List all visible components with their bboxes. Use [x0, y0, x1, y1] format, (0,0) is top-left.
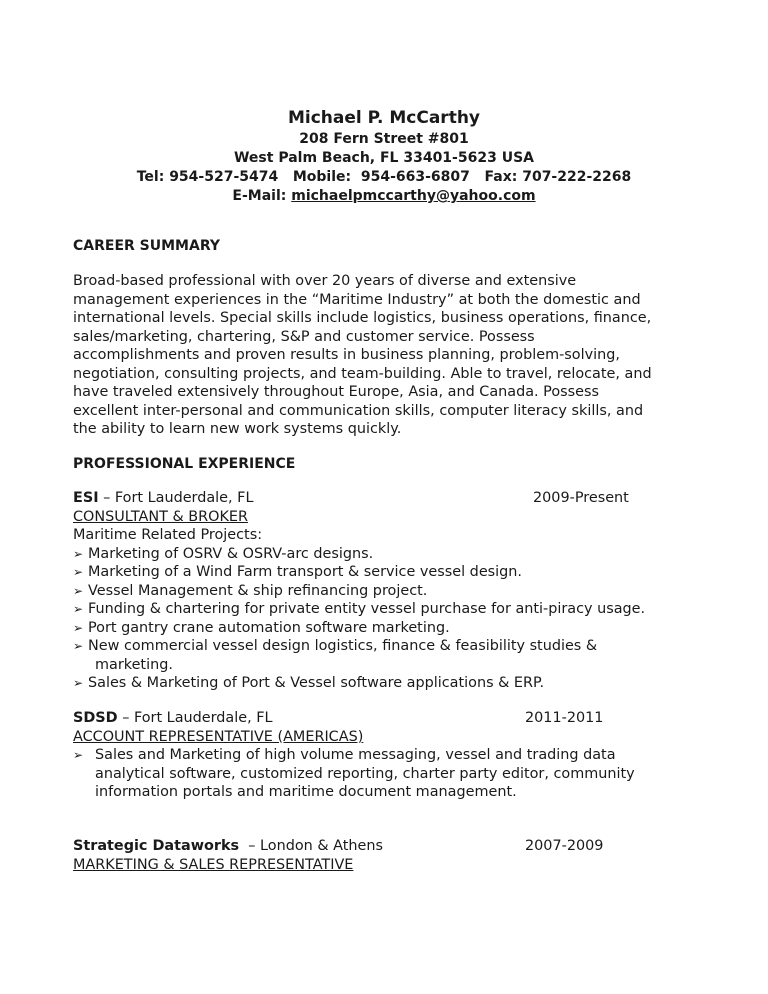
job-location: – London & Athens [239, 838, 383, 854]
arrow-bullet-icon: ➢ [73, 602, 84, 616]
summary-line: Broad-based professional with over 20 years of diverse and extensive [73, 273, 577, 289]
career-summary-text [73, 272, 703, 439]
job-dates: 2011-2011 [525, 710, 604, 726]
list-item-continuation [73, 656, 713, 675]
list-item [73, 582, 713, 601]
bullet-text: information portals and maritime document management. [95, 784, 517, 800]
projects-intro: Maritime Related Projects: [73, 527, 263, 543]
list-item [73, 545, 713, 564]
bullet-text: Marketing of a Wind Farm transport & service vessel design. [88, 564, 522, 580]
bullet-text: Port gantry crane automation software marketing. [88, 619, 450, 636]
list-item-continuation [73, 783, 713, 802]
company-name: Strategic Dataworks [73, 838, 240, 854]
resume-header [0, 106, 768, 206]
arrow-bullet-icon: ➢ [73, 565, 84, 579]
job-dates: 2009-Present [533, 490, 629, 506]
bullet-text: marketing. [95, 656, 173, 673]
list-item [73, 637, 713, 656]
email-line [0, 187, 768, 206]
bullet-text: Vessel Management & ship refinancing project. [88, 582, 428, 599]
phone-numbers: Tel: 954-527-5474 Mobile: 954-663-6807 Fax: 707-222-2268 [136, 169, 632, 185]
job-header [73, 489, 713, 508]
bullet-text: Sales & Marketing of Port & Vessel software applications & ERP. [88, 675, 545, 691]
arrow-bullet-icon: ➢ [73, 583, 84, 598]
job-role: MARKETING & SALES REPRESENTATIVE [73, 857, 354, 873]
list-item [73, 674, 713, 693]
summary-line: the ability to learn new work systems quickly. [73, 421, 402, 437]
company-name: SDSD [73, 710, 118, 726]
bullet-text: Funding & chartering for private entity vessel purchase for anti-piracy usage. [88, 601, 646, 617]
summary-line: management experiences in the “Maritime Industry” at both the domestic and [73, 291, 641, 308]
email-label: E-Mail: [232, 188, 287, 204]
job-header [73, 709, 713, 728]
job-esi [73, 489, 713, 693]
arrow-bullet-icon: ➢ [73, 748, 84, 762]
bullet-text: analytical software, customized reporting, charter party editor, community [95, 765, 635, 782]
job-sdsd [73, 709, 713, 802]
company-name: ESI [73, 490, 99, 506]
job-location: – Fort Lauderdale, FL [98, 490, 254, 506]
job-location: – Fort Lauderdale, FL [117, 710, 273, 726]
list-item [73, 619, 713, 638]
bullet-text: New commercial vessel design logistics, finance & feasibility studies & [88, 638, 598, 654]
job-role: CONSULTANT & BROKER [73, 509, 249, 525]
address-line-2: West Palm Beach, FL 33401-5623 USA [233, 150, 534, 166]
job-strategic-dataworks [73, 837, 713, 874]
arrow-bullet-icon: ➢ [73, 546, 84, 561]
job-header [73, 837, 713, 856]
address-line-1: 208 Fern Street #801 [299, 131, 469, 147]
summary-line: negotiation, consulting projects, and team-building. Able to travel, relocate, and [73, 365, 652, 382]
summary-line: accomplishments and proven results in business planning, problem-solving, [73, 347, 620, 363]
list-item [73, 600, 713, 619]
job-dates: 2007-2009 [525, 838, 604, 854]
list-item [73, 746, 713, 765]
arrow-bullet-icon: ➢ [73, 620, 84, 635]
arrow-bullet-icon: ➢ [73, 676, 84, 690]
list-item [73, 563, 713, 582]
bullet-text: Sales and Marketing of high volume messaging, vessel and trading data [95, 747, 616, 763]
list-item-continuation [73, 765, 713, 784]
summary-line: international levels. Special skills include logistics, business operations, finance, [73, 310, 652, 326]
bullet-text: Marketing of OSRV & OSRV-arc designs. [88, 545, 374, 562]
summary-line: have traveled extensively throughout Europe, Asia, and Canada. Possess [73, 384, 599, 400]
job-role: ACCOUNT REPRESENTATIVE (AMERICAS) [73, 729, 364, 745]
career-summary-heading: CAREER SUMMARY [73, 238, 220, 254]
summary-line: sales/marketing, chartering, S&P and customer service. Possess [73, 328, 535, 345]
candidate-name: Michael P. McCarthy [287, 108, 481, 128]
email-link[interactable]: michaelpmccarthy@yahoo.com [291, 188, 536, 204]
experience-heading: PROFESSIONAL EXPERIENCE [73, 456, 296, 472]
arrow-bullet-icon: ➢ [73, 639, 84, 653]
summary-line: excellent inter-personal and communication skills, computer literacy skills, and [73, 402, 644, 419]
